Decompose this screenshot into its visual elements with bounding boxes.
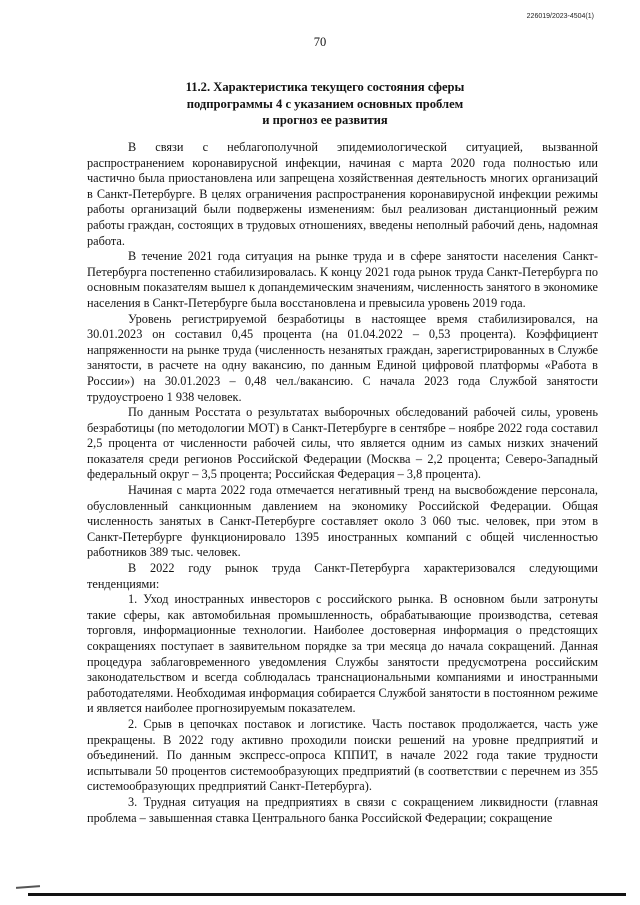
page-bottom-rule	[28, 893, 626, 896]
paragraph: По данным Росстата о результатах выборочных обследований рабочей силы, уровень безработицы (по методологии МОТ) в Санкт-Петербурге в сентябре – ноябре 2022 года составил 2,5 процента от численности рабочей силы, что является одним из самых низких значений показателя среди регионов Российской Федерации (Москва – 2,2 процента; Северо-Западный федеральный округ – 3,5 процента; Российская Федерация – 3,8 процента).	[87, 405, 598, 482]
list-item-paragraph: 2. Срыв в цепочках поставок и логистике. Часть поставок продолжается, часть уже прекращены. В 2022 году активно проходили поиски решений на уровне предприятий и объединений. По данным экспресс-опроса КППИТ, в начале 2022 года такие трудности испытывали 50 процентов системообразующих предприятий (в соответствии с перечнем из 355 системообразующих предприятий Санкт-Петербурга).	[87, 716, 598, 794]
paragraph: В 2022 году рынок труда Санкт-Петербурга характеризовался следующими тенденциями:	[87, 561, 598, 591]
list-item-paragraph: 1. Уход иностранных инвесторов с российского рынка. В основном были затронуты такие сферы, как автомобильная промышленность, обрабатывающие производства, сетевая торговля, информационные технологии. Наиболее достоверная информация о предстоящих сокращениях поступает в заявительном порядке за три месяца до начала сокращений. Данная процедура заблаговременного уведомления Службы занятости предусмотрена российским законодательством и всегда соблюдалась транснациональными компаниями и иностранными работодателями. Необходимая информация собирается Службой занятости в постоянном режиме и является наиболее прогнозируемым показателем.	[87, 592, 598, 716]
section-heading	[150, 79, 500, 129]
paragraph: В связи с неблагополучной эпидемиологической ситуацией, вызванной распространением коронавирусной инфекции, начиная с марта 2020 года полностью или частично была приостановлена или запрещена хозяйственная деятельность многих организаций в Санкт-Петербурге. В целях ограничения распространения коронавирусной инфекции режимы работы организаций были подвержены изменениям: был реализован дистанционный режим работы граждан, состоящих в трудовых отношениях, введены неполный рабочий день, надомная работа.	[87, 140, 598, 248]
paragraph: Начиная с марта 2022 года отмечается негативный тренд на высвобождение персонала, обусловленный санкционным давлением на экономику Российской Федерации. Общая численность занятых в Санкт-Петербурге составляет около 3 060 тыс. человек, при этом в Санкт-Петербурге функционировало 1395 иностранных компаний с общей численностью работников 389 тыс. человек.	[87, 483, 598, 560]
document-body	[87, 140, 598, 826]
list-item-paragraph: 3. Трудная ситуация на предприятиях в связи с сокращением ликвидности (главная проблема – завышенная ставка Центрального банка Российской Федерации; сокращение	[87, 794, 598, 825]
page-number: 70	[313, 35, 327, 49]
paragraph: Уровень регистрируемой безработицы в настоящее время стабилизировался, на 30.01.2023 он составил 0,45 процента (на 01.04.2022 – 0,53 процента). Коэффициент напряженности на рынке труда (численность незанятых граждан, зарегистрированных в Службе занятости, в расчете на одну вакансию, по данным Единой цифровой платформы «Работа в России») на 30.01.2023 – 0,48 чел./вакансию. С начала 2023 года Службой занятости трудоустроено 1 938 человек.	[87, 311, 598, 404]
scan-mark	[16, 885, 40, 889]
heading-line: и прогноз ее развития	[262, 113, 388, 127]
heading-line: подпрограммы 4 с указанием основных проблем	[186, 96, 464, 111]
paragraph: В течение 2021 года ситуация на рынке труда и в сфере занятости населения Санкт-Петербурга постепенно стабилизировалась. К концу 2021 года рынок труда Санкт-Петербурга по основным показателям вышел к допандемическим значениям, численность занятого в экономике населения в Санкт-Петербурге была восстановлена и превысила уровень 2019 года.	[87, 249, 598, 310]
heading-line: 11.2. Характеристика текущего состояния сферы	[185, 80, 465, 94]
document-id: 226019/2023-4504(1)	[526, 13, 594, 20]
